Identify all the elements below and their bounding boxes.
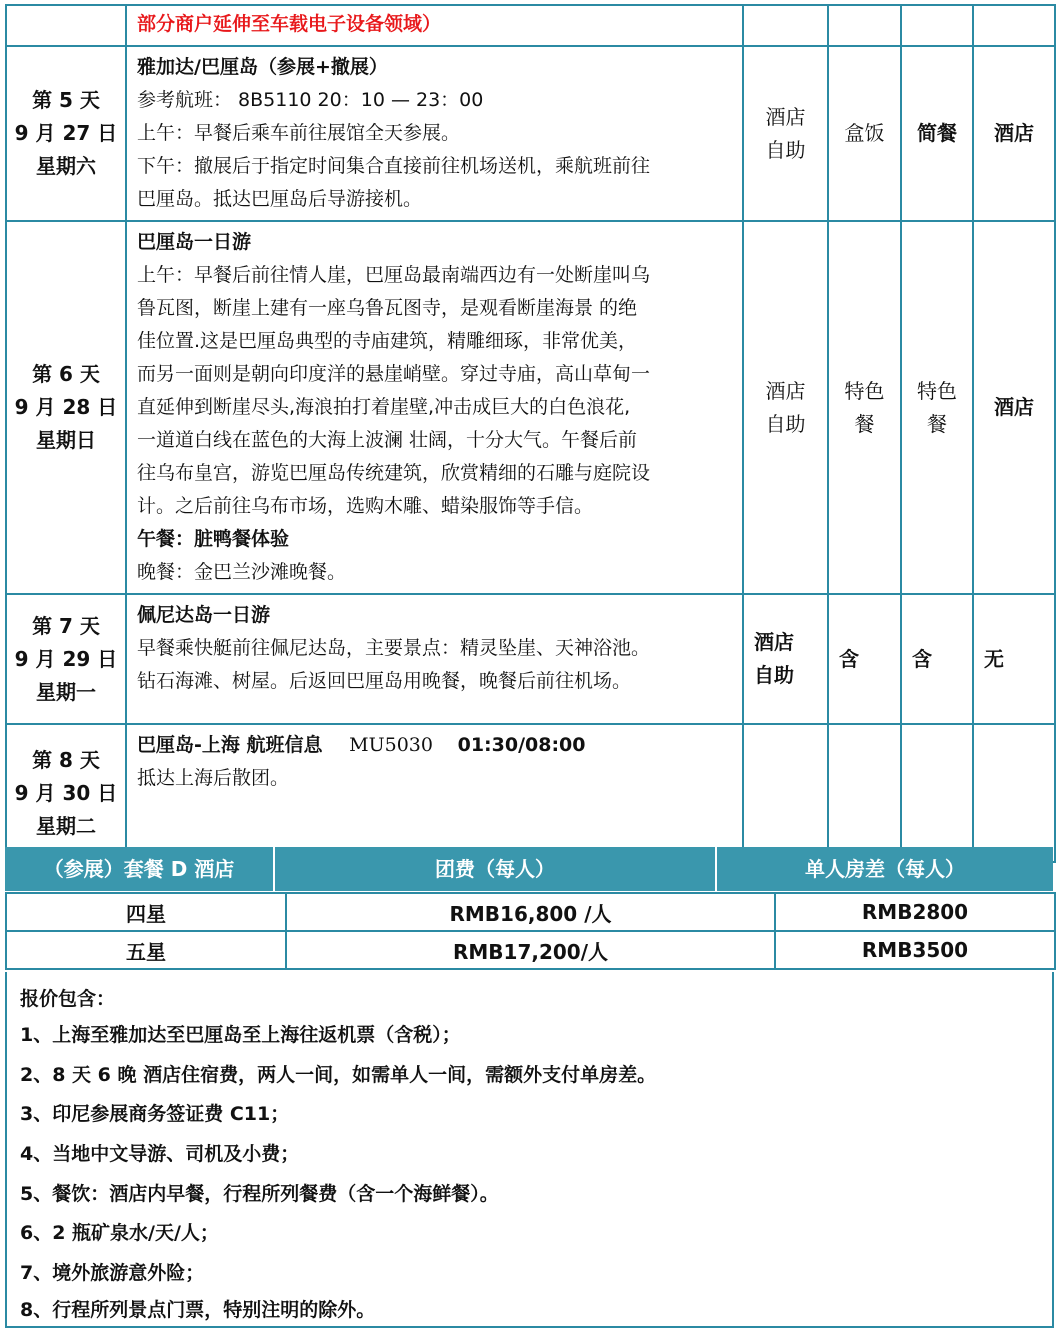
day-number: 第 8 天 bbox=[32, 747, 100, 772]
lunch-text: 含 bbox=[839, 646, 859, 671]
day-date: 9 月 27 日 bbox=[14, 121, 118, 145]
hotel-text: 酒店 bbox=[994, 121, 1034, 145]
hotel-cell bbox=[973, 594, 1055, 724]
inclusions-box bbox=[5, 972, 1054, 1328]
pricing-header bbox=[5, 847, 1053, 891]
lunch-text: 特色 bbox=[844, 378, 885, 403]
dinner-cell bbox=[901, 594, 973, 724]
day-date: 9 月 28 日 bbox=[14, 395, 118, 419]
price-row bbox=[6, 893, 1055, 931]
content-cell bbox=[126, 594, 743, 724]
breakfast-text: 酒店 bbox=[765, 378, 806, 403]
table-row-day8 bbox=[6, 724, 1055, 862]
lunch-note: 午餐：脏鸭餐体验 bbox=[137, 528, 290, 550]
breakfast-cell bbox=[743, 594, 828, 724]
content-line: 早餐乘快艇前往佩尼达岛，主要景点：精灵坠崖、天神浴池。 bbox=[137, 637, 651, 659]
breakfast-text: 自助 bbox=[765, 411, 806, 436]
price-header: 团费（每人） bbox=[435, 857, 555, 881]
content-line: 而另一面则是朝向印度洋的悬崖峭壁。穿过寺庙，高山草甸一 bbox=[137, 363, 651, 385]
content-cell bbox=[126, 221, 743, 594]
table-row bbox=[6, 5, 1055, 46]
dinner-cell bbox=[901, 5, 973, 46]
day-cell bbox=[6, 221, 126, 594]
pricing-table bbox=[5, 892, 1056, 970]
hotel-text: 无 bbox=[984, 646, 1004, 671]
breakfast-cell bbox=[743, 5, 828, 46]
breakfast-cell bbox=[743, 221, 828, 594]
content-line: 抵达上海后散团。 bbox=[137, 767, 290, 789]
single-supplement: RMB2800 bbox=[775, 893, 1055, 931]
lunch-text: 盒饭 bbox=[844, 121, 885, 145]
content-line: 佳位置.这是巴厘岛典型的寺庙建筑，精雕细琢，非常优美， bbox=[137, 330, 638, 352]
table-row-day7 bbox=[6, 594, 1055, 724]
lunch-cell bbox=[828, 221, 901, 594]
inclusion-item: 5、餐饮：酒店内早餐，行程所列餐费（含一个海鲜餐）。 bbox=[20, 1183, 499, 1205]
lunch-cell bbox=[828, 724, 901, 862]
content-line: 往乌布皇宫，游览巴厘岛传统建筑，欣赏精细的石雕与庭院设 bbox=[137, 462, 651, 484]
hotel-cell bbox=[973, 5, 1055, 46]
itinerary-table bbox=[5, 4, 1056, 863]
day-title: 佩尼达岛一日游 bbox=[137, 604, 271, 626]
day-weekday: 星期二 bbox=[36, 813, 96, 838]
single-supplement: RMB3500 bbox=[775, 931, 1055, 969]
breakfast-cell bbox=[743, 46, 828, 221]
dinner-text: 含 bbox=[912, 646, 932, 671]
inclusion-item: 2、8 天 6 晚 酒店住宿费，两人一间，如需单人一间，需额外支付单房差。 bbox=[20, 1064, 657, 1086]
content-cell bbox=[126, 724, 743, 862]
lunch-cell bbox=[828, 594, 901, 724]
day-date: 9 月 29 日 bbox=[14, 646, 118, 671]
single-supplement-header: 单人房差（每人） bbox=[805, 857, 965, 881]
day-weekday: 星期一 bbox=[36, 679, 96, 704]
breakfast-cell bbox=[743, 724, 828, 862]
content-line: 鲁瓦图，断崖上建有一座乌鲁瓦图寺，是观看断崖海景 的绝 bbox=[137, 297, 638, 319]
continued-text: 部分商户延伸至车载电子设备领域） bbox=[137, 13, 442, 35]
day-cell bbox=[6, 594, 126, 724]
content-line: 钻石海滩、树屋。后返回巴厘岛用晚餐，晚餐后前往机场。 bbox=[137, 670, 632, 692]
hotel-text: 酒店 bbox=[994, 395, 1034, 419]
dinner-cell bbox=[901, 46, 973, 221]
day-cell bbox=[6, 5, 126, 46]
flight-number: MU5030 bbox=[349, 734, 433, 756]
content-line: 上午：早餐后乘车前往展馆全天参展。 bbox=[137, 122, 461, 144]
inclusion-item: 8、行程所列景点门票，特别注明的除外。 bbox=[20, 1299, 376, 1321]
content-line: 下午：撤展后于指定时间集合直接前往机场送机，乘航班前往 bbox=[137, 155, 651, 177]
content-cell bbox=[126, 46, 743, 221]
inclusion-item: 7、境外旅游意外险； bbox=[20, 1262, 205, 1284]
inclusion-item: 4、当地中文导游、司机及小费； bbox=[20, 1143, 300, 1165]
content-line: 巴厘岛。抵达巴厘岛后导游接机。 bbox=[137, 188, 423, 210]
hotel-cell bbox=[973, 724, 1055, 862]
day-weekday: 星期日 bbox=[36, 428, 96, 452]
day-date: 9 月 30 日 bbox=[14, 780, 118, 805]
tour-price: RMB17,200/人 bbox=[286, 931, 775, 969]
hotel-grade: 四星 bbox=[6, 893, 286, 931]
dinner-note: 晚餐：金巴兰沙滩晚餐。 bbox=[137, 561, 347, 583]
inclusion-item: 1、上海至雅加达至巴厘岛至上海往返机票（含税）； bbox=[20, 1024, 461, 1046]
price-row bbox=[6, 931, 1055, 969]
inclusions-title: 报价包含： bbox=[20, 988, 116, 1010]
day-title: 巴厘岛一日游 bbox=[137, 231, 252, 253]
day-number: 第 7 天 bbox=[32, 613, 100, 638]
flight-route: 巴厘岛-上海 航班信息 bbox=[137, 734, 323, 756]
hotel-grade: 五星 bbox=[6, 931, 286, 969]
lunch-cell bbox=[828, 46, 901, 221]
table-row-day5 bbox=[6, 46, 1055, 221]
day-cell bbox=[6, 46, 126, 221]
hotel-cell bbox=[973, 221, 1055, 594]
lunch-cell bbox=[828, 5, 901, 46]
day-cell bbox=[6, 724, 126, 862]
breakfast-text: 酒店 bbox=[765, 104, 806, 129]
table-row-day6 bbox=[6, 221, 1055, 594]
flight-time: 01:30/08:00 bbox=[457, 734, 586, 756]
inclusion-item: 3、印尼参展商务签证费 C11； bbox=[20, 1103, 290, 1125]
day-number: 第 6 天 bbox=[32, 362, 100, 386]
hotel-cell bbox=[973, 46, 1055, 221]
package-header: （参展）套餐 D 酒店 bbox=[43, 857, 235, 881]
lunch-text: 餐 bbox=[854, 411, 875, 436]
dinner-cell bbox=[901, 724, 973, 862]
content-line: 参考航班： 8B5110 20：10 — 23：00 bbox=[137, 89, 484, 111]
content-cell bbox=[126, 5, 743, 46]
dinner-text: 简餐 bbox=[917, 121, 957, 145]
content-line: 上午：早餐后前往情人崖，巴厘岛最南端西边有一处断崖叫乌 bbox=[137, 264, 651, 286]
dinner-text: 餐 bbox=[927, 411, 947, 436]
breakfast-text: 自助 bbox=[765, 137, 806, 162]
day-title bbox=[137, 729, 734, 762]
day-weekday: 星期六 bbox=[36, 154, 96, 178]
content-line: 直延伸到断崖尽头,海浪拍打着崖壁,冲击成巨大的白色浪花, bbox=[137, 396, 631, 418]
inclusion-item: 6、2 瓶矿泉水/天/人； bbox=[20, 1222, 219, 1244]
day-number: 第 5 天 bbox=[32, 88, 100, 112]
breakfast-text: 酒店 bbox=[754, 630, 794, 654]
day-title: 雅加达/巴厘岛（参展+撤展） bbox=[137, 56, 388, 78]
content-line: 计。之后前往乌布市场，选购木雕、蜡染服饰等手信。 bbox=[137, 495, 594, 517]
breakfast-text: 自助 bbox=[754, 663, 794, 687]
content-line: 一道道白线在蓝色的大海上波澜 壮阔，十分大气。午餐后前 bbox=[137, 429, 638, 451]
dinner-cell bbox=[901, 221, 973, 594]
tour-price: RMB16,800 /人 bbox=[286, 893, 775, 931]
dinner-text: 特色 bbox=[917, 378, 957, 403]
